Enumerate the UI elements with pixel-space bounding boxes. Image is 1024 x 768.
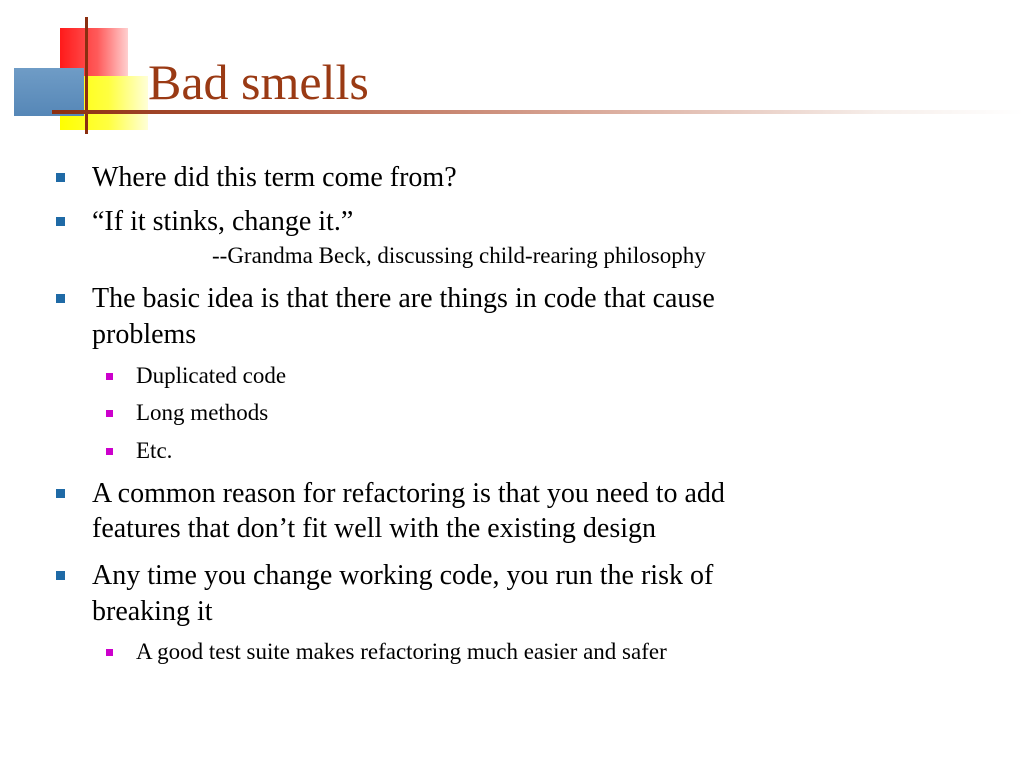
logo-vertical-line — [85, 17, 88, 134]
logo-blue-square — [14, 68, 84, 116]
sub-bullet-etc: Etc. — [136, 436, 172, 466]
quote-attribution: --Grandma Beck, discussing child-rearing philosophy — [212, 243, 706, 268]
sub-bullet-test-suite: A good test suite makes refactoring much easier and safer — [136, 637, 667, 667]
sub-bullet-duplicated-code: Duplicated code — [136, 361, 286, 391]
bullet-common-reason: A common reason for refactoring is that you need to add — [92, 478, 725, 509]
bullet-if-it-stinks: “If it stinks, change it.” — [92, 206, 354, 237]
bullet-common-reason-continued: features that don’t fit well with the existing design — [92, 513, 657, 544]
slide-title: Bad smells — [148, 54, 369, 110]
decorative-logo — [0, 0, 160, 140]
bullet-basic-idea: The basic idea is that there are things in code that cause — [92, 283, 715, 314]
bullet-any-time: Any time you change working code, you run the risk of — [92, 560, 714, 591]
sub-bullet-long-methods: Long methods — [136, 398, 268, 428]
bullet-basic-idea-continued: problems — [92, 319, 197, 350]
bullet-term-origin: Where did this term come from? — [92, 162, 457, 193]
bullet-any-time-continued: breaking it — [92, 596, 213, 627]
